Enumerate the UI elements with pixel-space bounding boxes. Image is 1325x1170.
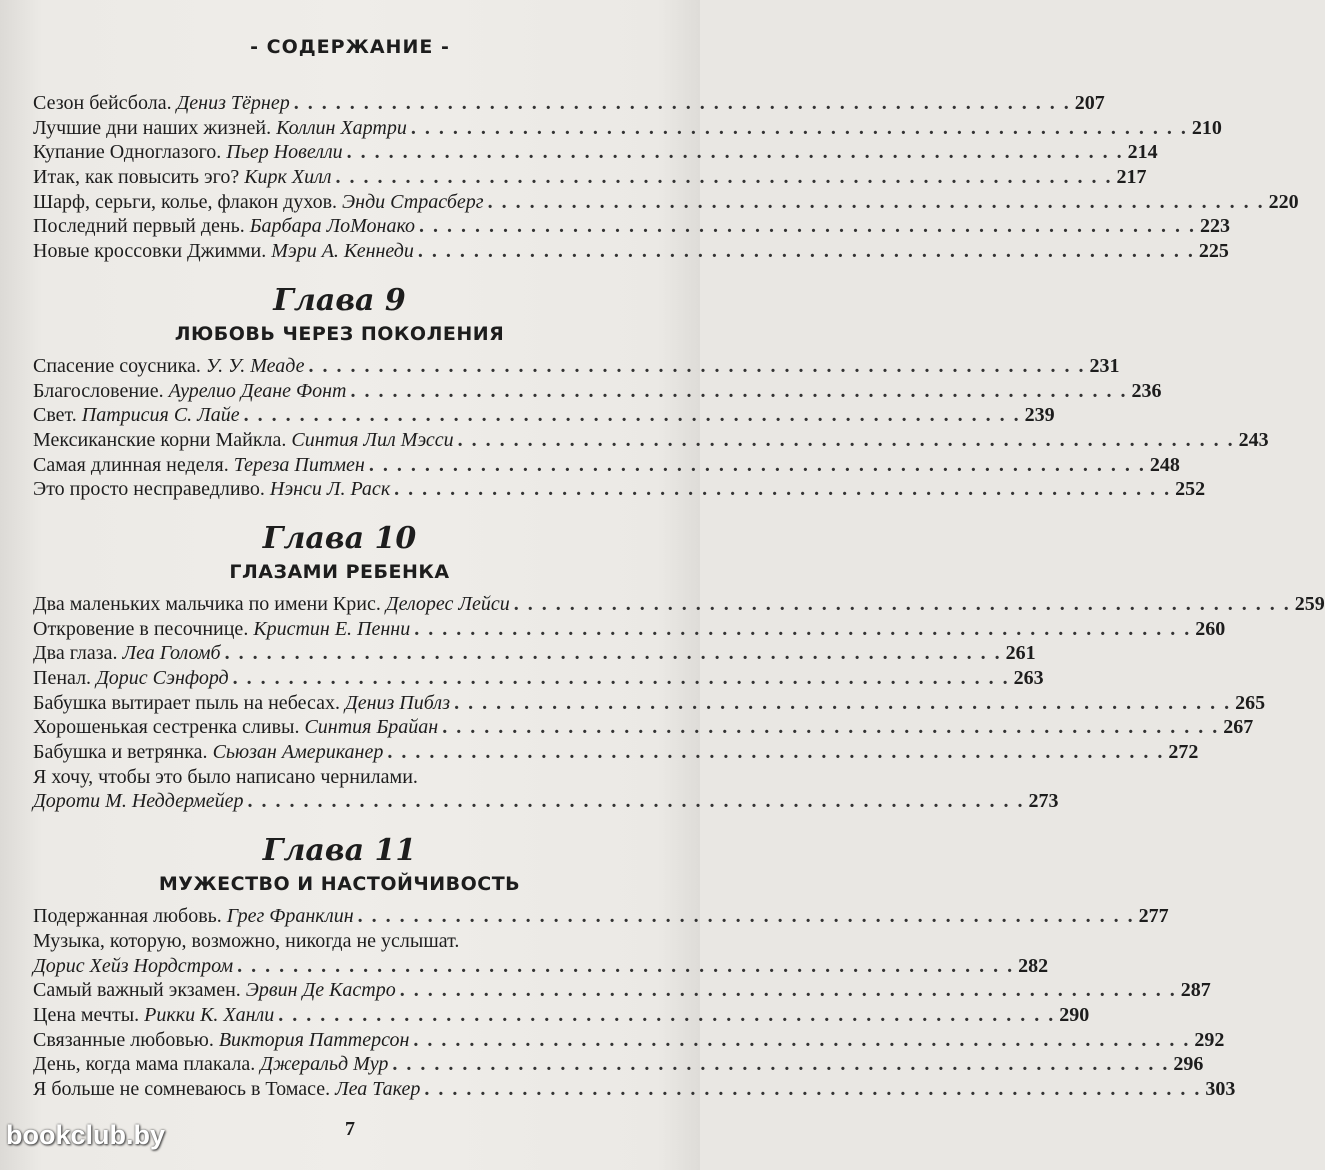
toc-entry[interactable] (33, 453, 1180, 478)
toc-entry[interactable] (33, 428, 1269, 453)
entry-text (33, 190, 484, 215)
entry-page: 259 (1294, 592, 1325, 615)
entry-author: Дениз Пиблз (344, 691, 451, 714)
entry-title: Два маленьких мальчика по имени Крис. (33, 592, 381, 615)
entry-title: Это просто несправедливо. (33, 478, 265, 501)
dot-leader: . . . . . . . . . . . . . . . . . . . . . . . . . . . . . . . . . . . . . . . . . . . . . . . . . . . . . . . . (457, 428, 1235, 451)
entry-author: Леа Такер (335, 1077, 421, 1100)
entry-text (33, 691, 450, 716)
entry-text (33, 740, 383, 765)
entry-title: Итак, как повысить эго? (33, 166, 240, 189)
dot-leader: . . . . . . . . . . . . . . . . . . . . . . . . . . . . . . . . . . . . . . . . . . . . . . . . . . . . . . . . (247, 790, 1025, 813)
entry-text (33, 428, 454, 453)
toc-entry[interactable] (33, 165, 1147, 190)
entry-author: Энди Страсберг (342, 190, 484, 213)
entry-text (33, 641, 221, 666)
entry-author: Грег Франклин (226, 905, 354, 928)
entry-author: Сьюзан Американер (212, 741, 384, 764)
entry-page: 292 (1194, 1028, 1225, 1051)
entry-page: 273 (1028, 790, 1059, 813)
dot-leader: . . . . . . . . . . . . . . . . . . . . . . . . . . . . . . . . . . . . . . . . . . . . . . . . . . . . . . . . (308, 354, 1086, 377)
dot-leader: . . . . . . . . . . . . . . . . . . . . . . . . . . . . . . . . . . . . . . . . . . . . . . . . . . . . . . . . (513, 592, 1291, 615)
entry-page: 287 (1180, 979, 1211, 1002)
entry-text (33, 140, 343, 165)
entry-author: Дорис Хейз Нордстром (33, 954, 234, 977)
dot-leader: . . . . . . . . . . . . . . . . . . . . . . . . . . . . . . . . . . . . . . . . . . . . . . . . . . . . . . . . (419, 215, 1197, 238)
chapter-label: Глава 10 (262, 520, 417, 556)
page-header: - СОДЕРЖАНИЕ - (250, 36, 450, 58)
chapter-title: ГЛАЗАМИ РЕБЕНКА (229, 560, 450, 583)
entry-page: 272 (1168, 741, 1199, 764)
entry-title: Связанные любовью. (33, 1028, 214, 1051)
entry-title: Я больше не сомневаюсь в Томасе. (33, 1077, 331, 1100)
entry-page: 248 (1149, 453, 1180, 476)
entry-title: Цена мечты. (33, 1003, 140, 1026)
toc-entry[interactable] (33, 904, 1169, 929)
entry-page: 220 (1268, 190, 1299, 213)
dot-leader: . . . . . . . . . . . . . . . . . . . . . . . . . . . . . . . . . . . . . . . . . . . . . . . . . . . . . . . . (335, 166, 1113, 189)
entry-page: 263 (1013, 667, 1044, 689)
entry-title: Два глаза. (33, 642, 118, 665)
entry-author: Джеральд Мур (260, 1053, 389, 1076)
entry-title: Последний первый день. (33, 215, 245, 238)
entry-page: 207 (1074, 92, 1105, 114)
entry-page: 223 (1200, 215, 1231, 238)
toc-entry-line (33, 765, 646, 790)
entry-page: 243 (1238, 428, 1269, 451)
chapter-label: Глава 9 (273, 282, 406, 318)
page-number: 7 (345, 1118, 355, 1140)
entry-title: Подержанная любовь. (33, 905, 222, 928)
entry-title: Я хочу, чтобы это было написано чернилами. (33, 765, 418, 788)
toc-entry[interactable] (33, 1028, 1225, 1053)
toc-entry[interactable] (33, 140, 1158, 165)
entry-author: Тереза Питмен (233, 453, 365, 476)
entry-text (33, 403, 240, 428)
toc-entry[interactable] (33, 617, 1226, 642)
entry-author: Дорис Сэнфорд (96, 667, 229, 689)
toc-entry[interactable] (33, 715, 1254, 740)
entry-author: Рикки К. Ханли (144, 1003, 275, 1026)
entry-page: 214 (1127, 141, 1158, 164)
entry-text (33, 354, 305, 379)
toc-entry[interactable] (33, 403, 1055, 428)
entry-text (33, 715, 438, 740)
chapter-title: МУЖЕСТВО И НАСТОЙЧИВОСТЬ (158, 873, 521, 896)
entry-title: Бабушка вытирает пыль на небесах. (33, 691, 340, 714)
entry-text (33, 1028, 409, 1053)
dot-leader: . . . . . . . . . . . . . . . . . . . . . . . . . . . . . . . . . . . . . . . . . . . . . . . . . . . . . . . . (392, 1053, 1170, 1076)
entry-page: 265 (1235, 691, 1266, 714)
entry-text (33, 592, 510, 617)
toc-entry[interactable] (33, 477, 1206, 502)
entry-text (33, 239, 414, 264)
spacer (33, 264, 646, 284)
entry-title: Свет. (33, 404, 77, 427)
dot-leader: . . . . . . . . . . . . . . . . . . . . . . . . . . . . . . . . . . . . . . . . . . . . . . . . . . . . . . . . (410, 116, 1188, 139)
entry-title: Бабушка и ветрянка. (33, 741, 208, 764)
entry-title: День, когда мама плакала. (33, 1053, 256, 1076)
entry-text (33, 1077, 420, 1102)
entry-text (33, 477, 390, 502)
dot-leader: . . . . . . . . . . . . . . . . . . . . . . . . . . . . . . . . . . . . . . . . . . . . . . . . . . . . . . . . (424, 1077, 1202, 1100)
entry-author: Леа Голомб (122, 642, 221, 665)
entry-page: 282 (1018, 954, 1049, 977)
dot-leader: . . . . . . . . . . . . . . . . . . . . . . . . . . . . . . . . . . . . . . . . . . . . . . . . . . . . . . . . (368, 453, 1146, 476)
toc-entry[interactable] (33, 954, 1049, 979)
entry-author: Виктория Паттерсон (218, 1028, 410, 1051)
dot-leader: . . . . . . . . . . . . . . . . . . . . . . . . . . . . . . . . . . . . . . . . . . . . . . . . . . . . . . . . (387, 741, 1165, 764)
entry-author: Кирк Хилл (244, 166, 332, 189)
dot-leader: . . . . . . . . . . . . . . . . . . . . . . . . . . . . . . . . . . . . . . . . . . . . . . . . . . . . . . . . (357, 905, 1135, 928)
entry-text (33, 165, 332, 190)
entry-text (33, 666, 229, 691)
entry-page: 225 (1198, 240, 1229, 263)
entry-title: Новые кроссовки Джимми. (33, 240, 267, 263)
dot-leader: . . . . . . . . . . . . . . . . . . . . . . . . . . . . . . . . . . . . . . . . . . . . . . . . . . . . . . . . (394, 478, 1172, 501)
toc-entry[interactable] (33, 1077, 1236, 1102)
toc-entry[interactable] (33, 91, 1105, 116)
toc-entry[interactable] (33, 239, 1229, 264)
entry-title: Спасение соусника. (33, 354, 201, 377)
entry-author: Барбара ЛоМонако (249, 215, 416, 238)
entry-page: 290 (1059, 1003, 1090, 1026)
toc-entry[interactable] (33, 978, 1211, 1003)
toc-entry[interactable] (33, 592, 1325, 617)
dot-leader: . . . . . . . . . . . . . . . . . . . . . . . . . . . . . . . . . . . . . . . . . . . . . . . . . . . . . . . . (346, 141, 1124, 164)
entry-title: Купание Одноглазого. (33, 141, 222, 164)
toc-entry[interactable] (33, 214, 1231, 239)
entry-page: 260 (1195, 617, 1226, 640)
entry-title: Сезон бейсбола. (33, 92, 172, 114)
table-of-contents (33, 91, 1325, 1102)
dot-leader: . . . . . . . . . . . . . . . . . . . . . . . . . . . . . . . . . . . . . . . . . . . . . . . . . . . . . . . . (487, 190, 1265, 213)
entry-title: Музыка, которую, возможно, никогда не услышат. (33, 929, 460, 952)
entry-author: Синтия Брайан (304, 716, 439, 739)
dot-leader: . . . . . . . . . . . . . . . . . . . . . . . . . . . . . . . . . . . . . . . . . . . . . . . . . . . . . . . . (413, 1028, 1191, 1051)
dot-leader: . . . . . . . . . . . . . . . . . . . . . . . . . . . . . . . . . . . . . . . . . . . . . . . . . . . . . . . . (237, 954, 1015, 977)
toc-entry[interactable] (33, 1003, 1090, 1028)
entry-author: Делорес Лейси (385, 592, 510, 615)
entry-page: 231 (1089, 354, 1120, 377)
dot-leader: . . . . . . . . . . . . . . . . . . . . . . . . . . . . . . . . . . . . . . . . . . . . . . . . . . . . . . . . (454, 691, 1232, 714)
entry-text (33, 453, 365, 478)
entry-text (33, 214, 415, 239)
entry-text (33, 617, 410, 642)
entry-text (33, 904, 354, 929)
toc-entry[interactable] (33, 354, 1120, 379)
watermark: bookclub.by (6, 1120, 166, 1150)
entry-page: 277 (1138, 905, 1169, 928)
entry-title: Хорошенькая сестренка сливы. (33, 716, 300, 739)
entry-author: Патрисия С. Лайе (81, 404, 240, 427)
entry-text (33, 116, 407, 141)
entry-title: Самый важный экзамен. (33, 979, 241, 1002)
dot-leader: . . . . . . . . . . . . . . . . . . . . . . . . . . . . . . . . . . . . . . . . . . . . . . . . . . . . . . . . (417, 240, 1195, 263)
entry-page: 303 (1205, 1077, 1236, 1100)
toc-entry[interactable] (33, 740, 1199, 765)
chapter-title: ЛЮБОВЬ ЧЕРЕЗ ПОКОЛЕНИЯ (174, 322, 505, 345)
toc-entry[interactable] (33, 190, 1299, 215)
entry-author: Нэнси Л. Раск (269, 478, 391, 501)
dot-leader: . . . . . . . . . . . . . . . . . . . . . . . . . . . . . . . . . . . . . . . . . . . . . . . . . . . . . . . . (442, 716, 1220, 739)
entry-author: Дороти М. Неддермейер (33, 790, 244, 813)
entry-title: Откровение в песочнице. (33, 617, 249, 640)
entry-text (33, 379, 346, 404)
entry-page: 252 (1175, 478, 1206, 501)
toc-entry[interactable] (33, 116, 1222, 141)
dot-leader: . . . . . . . . . . . . . . . . . . . . . . . . . . . . . . . . . . . . . . . . . . . . . . . . . . . . . . . . (414, 617, 1192, 640)
entry-page: 217 (1116, 166, 1147, 189)
entry-author: Кристин Е. Пенни (253, 617, 411, 640)
entry-author: Пьер Новелли (226, 141, 343, 164)
entry-title: Пенал. (33, 667, 92, 689)
spacer (33, 814, 646, 834)
entry-text (33, 978, 396, 1003)
entry-title: Мексиканские корни Майкла. (33, 428, 287, 451)
toc-entry-line (33, 929, 646, 954)
dot-leader: . . . . . . . . . . . . . . . . . . . . . . . . . . . . . . . . . . . . . . . . . . . . . . . . . . . . . . . . (278, 1003, 1056, 1026)
entry-author: Аурелио Деане Фонт (168, 379, 347, 402)
toc-entry[interactable] (33, 666, 1044, 691)
toc-entry[interactable] (33, 641, 1036, 666)
entry-author: Коллин Хартри (276, 116, 407, 139)
chapter-label: Глава 11 (262, 833, 417, 869)
entry-page: 261 (1005, 642, 1036, 665)
entry-author: Мэри А. Кеннеди (271, 240, 414, 263)
dot-leader: . . . . . . . . . . . . . . . . . . . . . . . . . . . . . . . . . . . . . . . . . . . . . . . . . . . . . . . . (293, 92, 1071, 114)
entry-text (33, 91, 290, 116)
entry-page: 210 (1191, 116, 1222, 139)
toc-entry[interactable] (33, 691, 1266, 716)
entry-title: Лучшие дни наших жизней. (33, 116, 272, 139)
entry-title: Шарф, серьги, колье, флакон духов. (33, 190, 338, 213)
toc-entry[interactable] (33, 1052, 1204, 1077)
entry-author: Эрвин Де Кастро (245, 979, 396, 1002)
entry-author: У. У. Меаде (205, 354, 305, 377)
entry-author: Синтия Лил Мэсси (291, 428, 454, 451)
entry-text (33, 1003, 274, 1028)
entry-title: Самая длинная неделя. (33, 453, 229, 476)
dot-leader: . . . . . . . . . . . . . . . . . . . . . . . . . . . . . . . . . . . . . . . . . . . . . . . . . . . . . . . . (224, 642, 1002, 665)
entry-title: Благословение. (33, 379, 164, 402)
entry-page: 296 (1173, 1053, 1204, 1076)
dot-leader: . . . . . . . . . . . . . . . . . . . . . . . . . . . . . . . . . . . . . . . . . . . . . . . . . . . . . . . . (243, 404, 1021, 427)
entry-text (33, 1052, 388, 1077)
entry-page: 236 (1131, 379, 1162, 402)
entry-page: 239 (1024, 404, 1055, 427)
dot-leader: . . . . . . . . . . . . . . . . . . . . . . . . . . . . . . . . . . . . . . . . . . . . . . . . . . . . . . . . (350, 379, 1128, 402)
spacer (33, 502, 646, 522)
dot-leader: . . . . . . . . . . . . . . . . . . . . . . . . . . . . . . . . . . . . . . . . . . . . . . . . . . . . . . . . (399, 979, 1177, 1002)
entry-page: 267 (1223, 716, 1254, 739)
entry-author: Дениз Тёрнер (176, 92, 290, 114)
toc-entry[interactable] (33, 379, 1162, 404)
dot-leader: . . . . . . . . . . . . . . . . . . . . . . . . . . . . . . . . . . . . . . . . . . . . . . . . . . . . . . . . (232, 667, 1010, 689)
toc-entry[interactable] (33, 789, 1059, 814)
